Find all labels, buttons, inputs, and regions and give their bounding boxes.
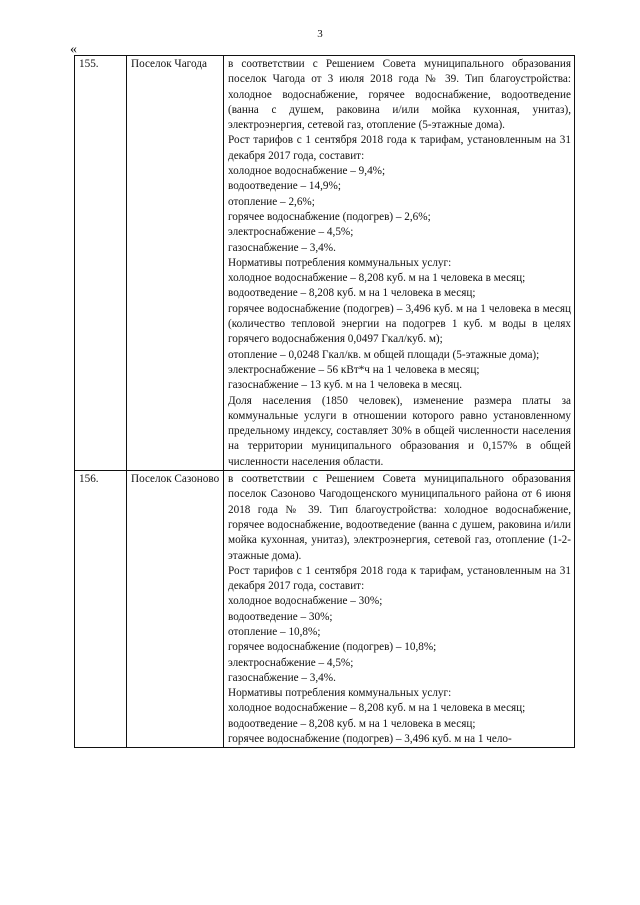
opening-quote: «	[70, 42, 77, 57]
settlement-name: Поселок Сазоново	[127, 471, 224, 748]
description-paragraph: Доля населения (1850 человек), изменение размера платы за коммунальные услуги в отношении которого равно установленному предельному индексу, составляет 30% в общей численности населения на территории муниципального образования и 0,157% в общей численности населения области.	[228, 394, 571, 468]
description-paragraph: газоснабжение – 3,4%.	[228, 241, 336, 254]
description-paragraph: горячее водоснабжение (подогрев) – 2,6%;	[228, 210, 431, 223]
description-paragraph: отопление – 2,6%;	[228, 195, 315, 208]
description-cell	[224, 56, 575, 471]
table-row	[75, 471, 575, 748]
description-paragraph: Нормативы потребления коммунальных услуг:	[228, 687, 452, 700]
row-number: 155.	[75, 56, 127, 471]
description-paragraph: холодное водоснабжение – 9,4%;	[228, 165, 386, 178]
description-paragraph: Рост тарифов с 1 сентября 2018 года к тарифам, установленным на 31 декабря 2017 года, составит:	[228, 134, 571, 162]
description-paragraph: в соответствии с Решением Совета муниципального образования поселок Чагода от 3 июля 2018 года № 39. Тип благоустройства: холодное водоснабжение, горячее водоснабжение, водоотведение (ванна с душем, раковина и/или мойка кухонная, унитаз), электроэнергия, сетевой газ, отопление (5-этажные дома).	[228, 58, 571, 132]
table-row	[75, 56, 575, 471]
page-number: 3	[317, 28, 323, 40]
description-paragraph: водоотведение – 14,9%;	[228, 180, 341, 193]
row-number: 156.	[75, 471, 127, 748]
description-paragraph: в соответствии с Решением Совета муниципального образования поселок Сазоново Чагодощенского муниципального района от 6 июня 2018 года № 39. Тип благоустройства: холодное водоснабжение, горячее водоснабжение, водоотведение (ванна с душем, раковина и/или мойка кухонная, унитаз), электроэнергия, сетевой газ, отопление (1-2-этажные дома).	[228, 473, 571, 562]
tariff-table	[74, 55, 575, 748]
description-paragraph: электроснабжение – 4,5%;	[228, 656, 354, 669]
description-paragraph: горячее водоснабжение (подогрев) – 3,496 куб. м на 1 человека в месяц (количество тепловой энергии на подогрев 1 куб. м воды в целях горячего водоснабжения 0,0497 Гкал/куб. м);	[228, 302, 571, 346]
description-paragraph: горячее водоснабжение (подогрев) – 3,496 куб. м на 1 чело-	[228, 733, 512, 746]
description-paragraph: отопление – 0,0248 Гкал/кв. м общей площади (5-этажные дома);	[228, 348, 540, 361]
description-paragraph: водоотведение – 8,208 куб. м на 1 человека в месяц;	[228, 287, 476, 300]
description-paragraph: холодное водоснабжение – 8,208 куб. м на 1 человека в месяц;	[228, 702, 526, 715]
description-paragraph: холодное водоснабжение – 8,208 куб. м на 1 человека в месяц;	[228, 272, 526, 285]
settlement-name: Поселок Чагода	[127, 56, 224, 471]
description-paragraph: электроснабжение – 56 кВт*ч на 1 человека в месяц;	[228, 363, 480, 376]
description-paragraph: холодное водоснабжение – 30%;	[228, 595, 383, 608]
description-paragraph: водоотведение – 30%;	[228, 610, 333, 623]
description-paragraph: Нормативы потребления коммунальных услуг:	[228, 256, 452, 269]
description-paragraph: отопление – 10,8%;	[228, 625, 321, 638]
description-paragraph: газоснабжение – 13 куб. м на 1 человека в месяц.	[228, 379, 463, 392]
description-cell	[224, 471, 575, 748]
description-paragraph: горячее водоснабжение (подогрев) – 10,8%;	[228, 641, 437, 654]
description-paragraph: водоотведение – 8,208 куб. м на 1 человека в месяц;	[228, 717, 476, 730]
description-paragraph: Рост тарифов с 1 сентября 2018 года к тарифам, установленным на 31 декабря 2017 года, составит:	[228, 564, 571, 593]
description-paragraph: электроснабжение – 4,5%;	[228, 226, 354, 239]
description-paragraph: газоснабжение – 3,4%.	[228, 671, 336, 684]
